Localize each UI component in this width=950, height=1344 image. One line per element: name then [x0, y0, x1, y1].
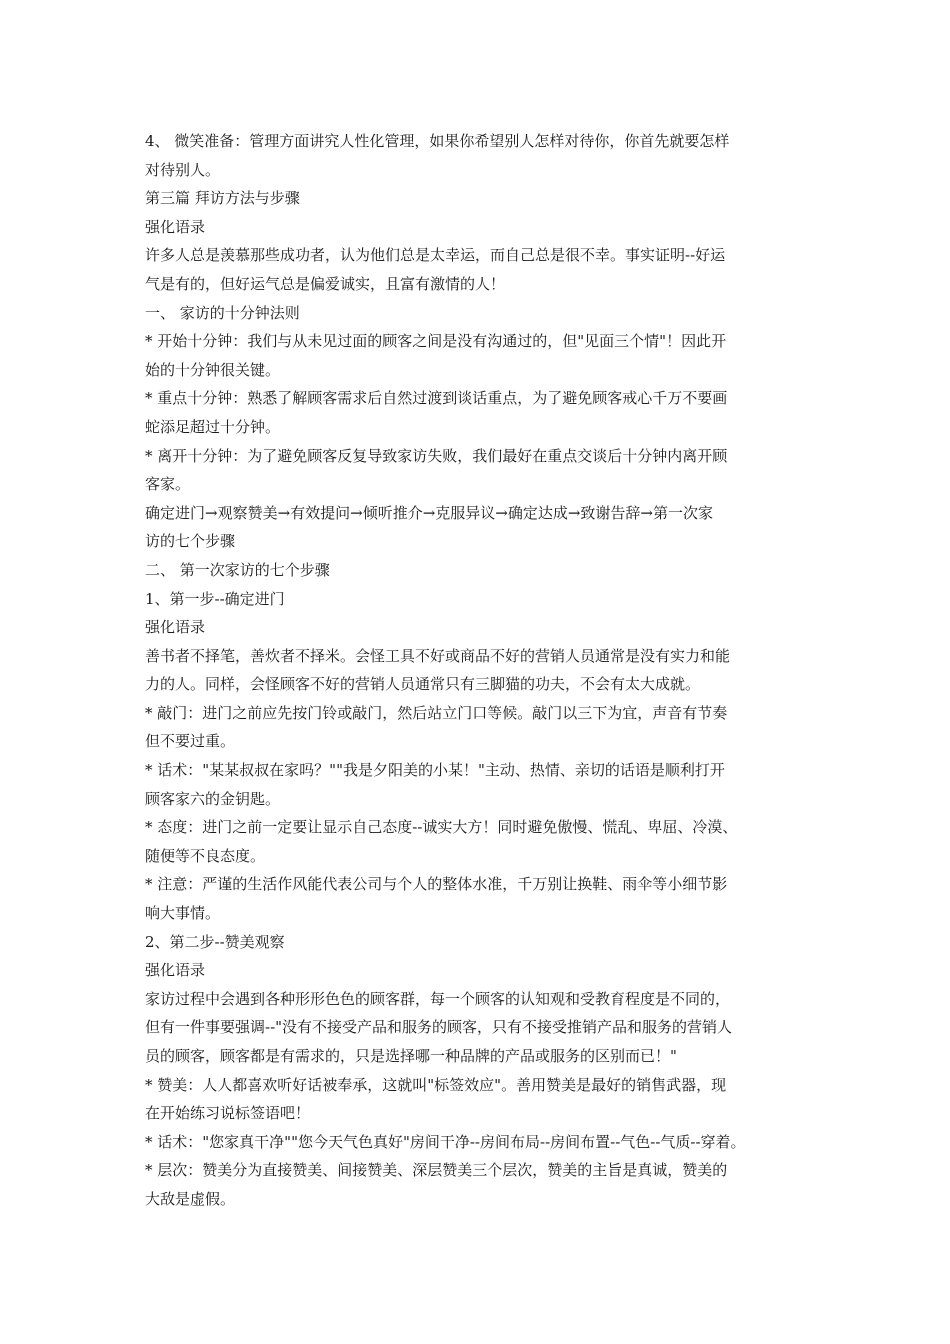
text-line: 二、 第一次家访的七个步骤 — [145, 560, 330, 579]
text-line: 始的十分钟很关键。 — [145, 360, 281, 379]
text-line: 在开始练习说标签语吧！ — [145, 1104, 311, 1123]
text-line: 2、第二步--赞美观察 — [145, 932, 285, 951]
text-line: 强化语录 — [145, 217, 206, 236]
text-line: 访的七个步骤 — [145, 532, 236, 551]
text-line: 但不要过重。 — [145, 732, 236, 751]
text-line: 响大事情。 — [145, 904, 221, 923]
text-line: * 注意：严谨的生活作风能代表公司与个人的整体水准，千万别让换鞋、雨伞等小细节影 — [145, 875, 728, 894]
text-line: * 态度：进门之前一定要让显示自己态度--诚实大方！同时避免傲慢、慌乱、卑屈、冷漠、 — [145, 818, 738, 837]
text-line: 家访过程中会遇到各种形形色色的顾客群，每一个顾客的认知观和受教育程度是不同的， — [145, 989, 731, 1008]
text-line: 大敌是虚假。 — [145, 1189, 236, 1208]
text-line: 一、 家访的十分钟法则 — [145, 303, 300, 322]
text-line: 客家。 — [145, 475, 191, 494]
text-line: 气是有的，但好运气总是偏爱诚实，且富有激情的人！ — [145, 274, 506, 293]
text-line: 强化语录 — [145, 961, 206, 980]
text-line: * 话术："某某叔叔在家吗？""我是夕阳美的小某！"主动、热情、亲切的话语是顺利打开 — [145, 761, 725, 780]
text-line: 善书者不择笔，善炊者不择米。会怪工具不好或商品不好的营销人员通常是没有实力和能 — [145, 646, 731, 665]
text-line: * 敲门：进门之前应先按门铃或敲门，然后站立门口等候。敲门以三下为宜，声音有节奏 — [145, 703, 728, 722]
text-line: * 离开十分钟：为了避免顾客反复导致家访失败，我们最好在重点交谈后十分钟内离开顾 — [145, 446, 728, 465]
text-line: 对待别人。 — [145, 160, 221, 179]
text-line: 4、 微笑准备：管理方面讲究人性化管理，如果你希望别人怎样对待你，你首先就要怎样 — [145, 132, 730, 150]
text-line: * 话术："您家真干净""您今天气色真好"房间干净--房间布局--房间布置--气色--气质--穿着。 — [145, 1132, 746, 1151]
text-line: 但有一件事要强调--"没有不接受产品和服务的顾客，只有不接受推销产品和服务的营销人 — [145, 1018, 733, 1037]
text-line: 许多人总是羡慕那些成功者，认为他们总是太幸运，而自己总是很不幸。事实证明--好运 — [145, 246, 726, 265]
text-line: 力的人。同样，会怪顾客不好的营销人员通常只有三脚猫的功夫，不会有太大成就。 — [145, 675, 701, 694]
text-line: * 重点十分钟：熟悉了解顾客需求后自然过渡到谈话重点，为了避免顾客戒心千万不要画 — [145, 389, 728, 408]
text-line: * 赞美：人人都喜欢听好话被奉承，这就叫"标签效应"。善用赞美是最好的销售武器，现 — [145, 1075, 727, 1094]
text-line: 随便等不良态度。 — [145, 846, 266, 865]
text-line: 第三篇 拜访方法与步骤 — [145, 189, 300, 208]
text-line: 员的顾客，顾客都是有需求的，只是选择哪一种品牌的产品或服务的区别而已！" — [145, 1047, 677, 1065]
text-line: * 层次：赞美分为直接赞美、间接赞美、深层赞美三个层次，赞美的主旨是真诚，赞美的 — [145, 1161, 728, 1180]
text-line: 蛇添足超过十分钟。 — [145, 417, 281, 436]
text-line: 1、第一步--确定进门 — [145, 589, 285, 608]
text-line: 确定进门→观察赞美→有效提问→倾听推介→克服异议→确定达成→致谢告辞→第一次家 — [145, 503, 713, 522]
text-line: 强化语录 — [145, 618, 206, 637]
text-line: * 开始十分钟：我们与从未见过面的顾客之间是没有沟通过的，但"见面三个情"！因此开 — [145, 332, 727, 351]
document-body — [145, 127, 825, 1214]
text-line: 顾客家六的金钥匙。 — [145, 789, 281, 808]
